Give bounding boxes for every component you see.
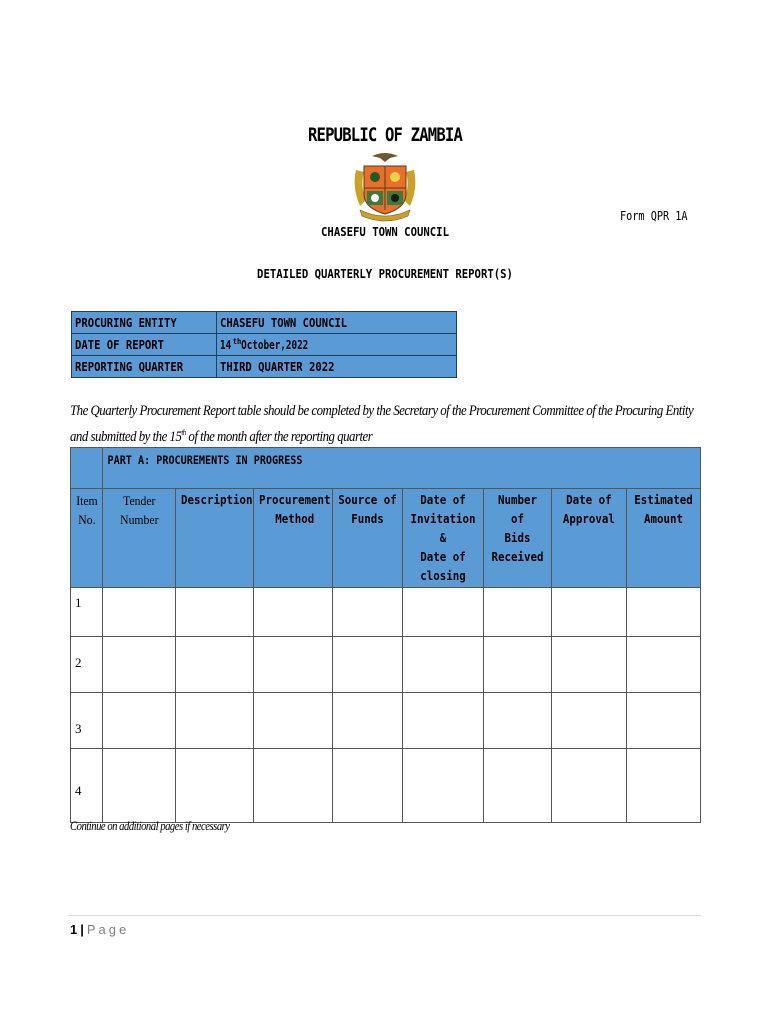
table-header-row — [71, 489, 701, 588]
empty-cell[interactable] — [403, 749, 484, 823]
empty-cell[interactable] — [403, 637, 484, 693]
item-number-cell[interactable]: 2 — [71, 637, 103, 693]
section-title-spacer — [71, 448, 103, 489]
empty-cell[interactable] — [484, 588, 552, 637]
table-row — [71, 637, 701, 693]
header-procurement-method: Procurement Method — [254, 489, 333, 588]
section-title: PART A: PROCUREMENTS IN PROGRESS — [103, 448, 701, 489]
empty-cell[interactable] — [254, 749, 333, 823]
empty-cell[interactable] — [103, 637, 176, 693]
empty-cell[interactable] — [403, 693, 484, 749]
instructions-text: The Quarterly Procurement Report table should be completed by the Secretary of the Procurement Committee of the Procuring Entity and submitted by the 15th of the month after the reporting quarter — [70, 403, 694, 445]
item-number-cell[interactable]: 1 — [71, 588, 103, 637]
header-date-of-approval: Date of Approval — [552, 489, 627, 588]
footer-separator: | — [80, 922, 84, 937]
empty-cell[interactable] — [552, 749, 627, 823]
empty-cell[interactable] — [627, 749, 701, 823]
procurements-table — [70, 447, 701, 823]
empty-cell[interactable] — [552, 693, 627, 749]
footer-divider — [68, 915, 701, 916]
info-label: REPORTING QUARTER — [72, 356, 217, 378]
empty-cell[interactable] — [627, 693, 701, 749]
empty-cell[interactable] — [176, 588, 254, 637]
empty-cell[interactable] — [333, 693, 403, 749]
empty-cell[interactable] — [333, 588, 403, 637]
document-title: REPUBLIC OF ZAMBIA — [307, 124, 463, 146]
page-label: Page — [86, 922, 130, 937]
empty-cell[interactable] — [484, 749, 552, 823]
empty-cell[interactable] — [627, 588, 701, 637]
section-title-row — [71, 448, 701, 489]
empty-cell[interactable] — [552, 637, 627, 693]
item-number-cell[interactable]: 4 — [71, 749, 103, 823]
info-row-procuring-entity — [72, 312, 457, 334]
info-value: THIRD QUARTER 2022 — [217, 356, 457, 378]
table-row — [71, 693, 701, 749]
empty-cell[interactable] — [254, 637, 333, 693]
info-label: PROCURING ENTITY — [72, 312, 217, 334]
empty-cell[interactable] — [484, 693, 552, 749]
table-row — [71, 749, 701, 823]
empty-cell[interactable] — [627, 637, 701, 693]
form-code: Form QPR 1A — [620, 209, 688, 223]
page-number: 1 — [70, 922, 78, 937]
empty-cell[interactable] — [333, 637, 403, 693]
header-description: Description — [176, 489, 254, 588]
header-source-of-funds: Source of Funds — [333, 489, 403, 588]
page-footer — [70, 922, 129, 937]
coat-of-arms-logo — [350, 150, 420, 222]
continue-note: Continue on additional pages if necessary — [70, 818, 230, 833]
info-value: CHASEFU TOWN COUNCIL — [217, 312, 457, 334]
empty-cell[interactable] — [254, 588, 333, 637]
info-row-date-of-report — [72, 334, 457, 356]
table-row — [71, 588, 701, 637]
empty-cell[interactable] — [254, 693, 333, 749]
info-row-reporting-quarter — [72, 356, 457, 378]
council-name: CHASEFU TOWN COUNCIL — [321, 224, 449, 239]
header-date-of-invitation: Date of Invitation & Date of closing — [403, 489, 484, 588]
header-tender-number: Tender Number — [103, 489, 176, 588]
item-number-cell[interactable]: 3 — [71, 693, 103, 749]
header-estimated-amount: Estimated Amount — [627, 489, 701, 588]
report-info-table — [71, 311, 457, 378]
empty-cell[interactable] — [103, 749, 176, 823]
report-title: DETAILED QUARTERLY PROCUREMENT REPORT(S) — [257, 266, 513, 281]
header-item-no: Item No. — [71, 489, 103, 588]
empty-cell[interactable] — [103, 588, 176, 637]
empty-cell[interactable] — [403, 588, 484, 637]
empty-cell[interactable] — [552, 588, 627, 637]
info-label: DATE OF REPORT — [72, 334, 217, 356]
empty-cell[interactable] — [484, 637, 552, 693]
empty-cell[interactable] — [176, 693, 254, 749]
empty-cell[interactable] — [176, 749, 254, 823]
empty-cell[interactable] — [333, 749, 403, 823]
empty-cell[interactable] — [176, 637, 254, 693]
info-value: 14 $^{th}$October,2022 — [217, 334, 457, 356]
empty-cell[interactable] — [103, 693, 176, 749]
header-number-of-bids: Number of Bids Received — [484, 489, 552, 588]
